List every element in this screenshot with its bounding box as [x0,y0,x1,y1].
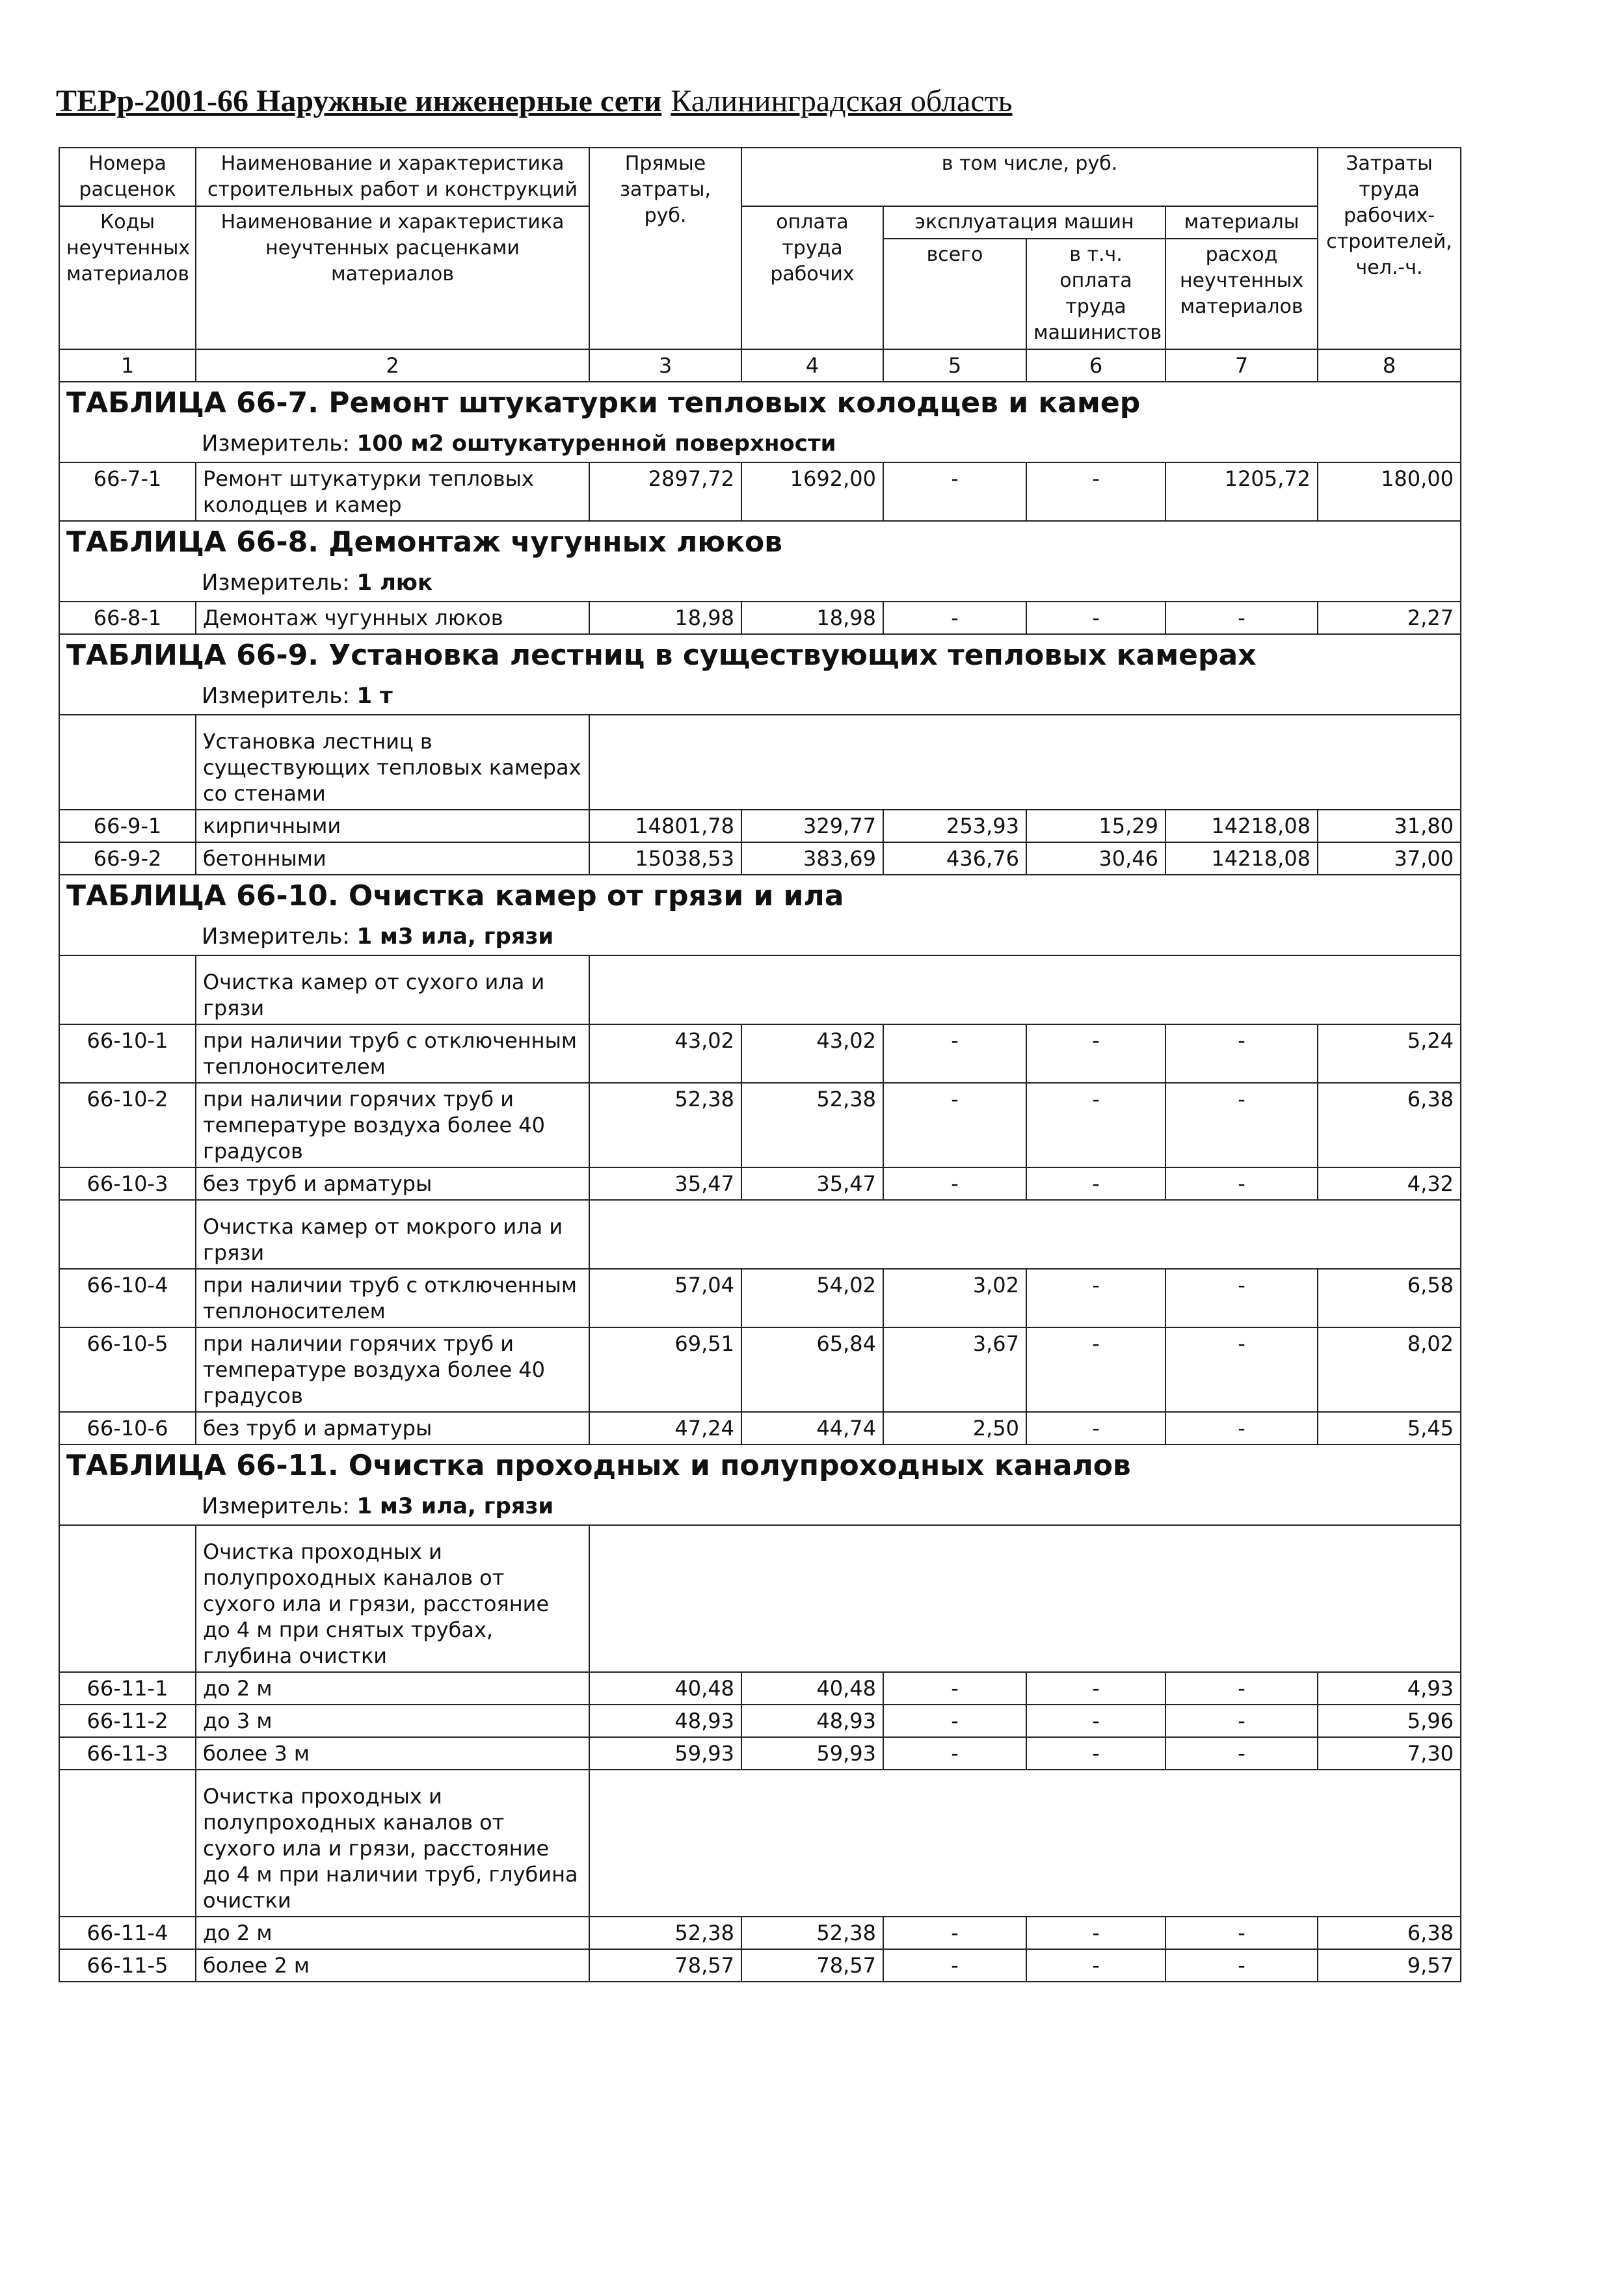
column-number: 4 [741,349,883,382]
direct-costs: 48,93 [589,1705,741,1737]
machines-total: 436,76 [883,842,1026,875]
worker-pay: 40,48 [741,1672,883,1705]
machines-total: - [883,462,1026,521]
group-description: Установка лестниц в существующих тепловых камерах со стенами [196,715,589,810]
operator-pay: 30,46 [1026,842,1165,875]
labor-hours: 5,24 [1318,1024,1461,1083]
measure-label: Измеритель: [202,570,350,596]
worker-pay: 52,38 [741,1917,883,1949]
worker-pay: 35,47 [741,1167,883,1200]
materials-cost: 14218,08 [1165,842,1318,875]
direct-costs: 78,57 [589,1949,741,1982]
rates-table [59,147,1461,1982]
operator-pay: - [1026,462,1165,521]
measure-value: 1 т [356,683,393,709]
section-measure [202,921,1454,952]
measure-label: Измеритель: [202,431,350,457]
worker-pay: 54,02 [741,1269,883,1327]
work-name: при наличии горячих труб и температуре воздуха более 40 градусов [196,1083,589,1167]
header-work-name: Наименование и характеристика строительных работ и конструкций [196,148,589,206]
rate-code: 66-10-5 [59,1327,196,1412]
work-name: при наличии труб с отключенным теплоносителем [196,1024,589,1083]
rate-code: 66-10-1 [59,1024,196,1083]
table-row [59,1672,1461,1705]
table-row [59,1269,1461,1327]
section-title: ТАБЛИЦА 66-7. Ремонт штукатурки тепловых колодцев и камер [66,386,1141,419]
measure-label: Измеритель: [202,1493,350,1519]
materials-cost: 14218,08 [1165,810,1318,842]
machines-total: - [883,1167,1026,1200]
group-description-row [59,1200,1461,1269]
header-machines-total: всего [883,239,1026,349]
blank-cell [589,955,1461,1024]
rate-code: 66-10-6 [59,1412,196,1444]
materials-cost: - [1165,1949,1318,1982]
measure-value: 1 м3 ила, грязи [356,1493,554,1519]
machines-total: 3,02 [883,1269,1026,1327]
labor-hours: 5,96 [1318,1705,1461,1737]
blank-cell [59,1200,196,1269]
region-name: Калининградская область [671,84,1013,118]
machines-total: 3,67 [883,1327,1026,1412]
rate-code: 66-7-1 [59,462,196,521]
page-title [56,83,1013,119]
section-measure [202,567,1454,598]
column-numbers-row [59,349,1461,382]
table-row [59,1705,1461,1737]
operator-pay: 15,29 [1026,810,1165,842]
materials-cost: - [1165,1083,1318,1167]
operator-pay: - [1026,1917,1165,1949]
work-name: без труб и арматуры [196,1167,589,1200]
section-header-row [59,875,1461,955]
group-description: Очистка камер от сухого ила и грязи [196,955,589,1024]
blank-cell [589,715,1461,810]
materials-cost: - [1165,1672,1318,1705]
operator-pay: - [1026,1949,1165,1982]
group-description: Очистка проходных и полупроходных каналов от сухого ила и грязи, расстояние до 4 м при наличии труб, глубина очистки [196,1770,589,1917]
machines-total: - [883,1917,1026,1949]
header-worker-pay: оплата труда рабочих [741,206,883,349]
column-number: 1 [59,349,196,382]
group-description-row [59,1770,1461,1917]
labor-hours: 9,57 [1318,1949,1461,1982]
section-header [59,875,1461,955]
work-name: при наличии труб с отключенным теплоносителем [196,1269,589,1327]
direct-costs: 40,48 [589,1672,741,1705]
table-row [59,842,1461,875]
machines-total: - [883,1672,1026,1705]
direct-costs: 18,98 [589,602,741,634]
worker-pay: 383,69 [741,842,883,875]
materials-cost: - [1165,1327,1318,1412]
group-description: Очистка камер от мокрого ила и грязи [196,1200,589,1269]
rate-code: 66-11-5 [59,1949,196,1982]
header-labor-hours: Затраты труда рабочих-строителей, чел.-ч. [1318,148,1461,349]
work-name: до 2 м [196,1917,589,1949]
table-row [59,1327,1461,1412]
section-header-row [59,634,1461,715]
blank-cell [59,1770,196,1917]
labor-hours: 6,58 [1318,1269,1461,1327]
group-description: Очистка проходных и полупроходных каналов от сухого ила и грязи, расстояние до 4 м при снятых трубах, глубина очистки [196,1525,589,1672]
table-row [59,1412,1461,1444]
direct-costs: 52,38 [589,1917,741,1949]
machines-total: - [883,1024,1026,1083]
header-including: в том числе, руб. [741,148,1318,206]
materials-cost: - [1165,602,1318,634]
section-title: ТАБЛИЦА 66-9. Установка лестниц в существующих тепловых камерах [66,639,1257,672]
labor-hours: 4,93 [1318,1672,1461,1705]
labor-hours: 180,00 [1318,462,1461,521]
blank-cell [589,1770,1461,1917]
labor-hours: 7,30 [1318,1737,1461,1770]
column-number: 5 [883,349,1026,382]
section-measure [202,1491,1454,1522]
measure-label: Измеритель: [202,683,350,709]
rate-code: 66-8-1 [59,602,196,634]
labor-hours: 6,38 [1318,1917,1461,1949]
rate-code: 66-10-2 [59,1083,196,1167]
labor-hours: 37,00 [1318,842,1461,875]
materials-cost: - [1165,1412,1318,1444]
section-title: ТАБЛИЦА 66-11. Очистка проходных и полупроходных каналов [66,1449,1131,1482]
worker-pay: 48,93 [741,1705,883,1737]
operator-pay: - [1026,602,1165,634]
rate-code: 66-10-4 [59,1269,196,1327]
table-row [59,1024,1461,1083]
labor-hours: 2,27 [1318,602,1461,634]
rate-code: 66-9-2 [59,842,196,875]
materials-cost: 1205,72 [1165,462,1318,521]
header-material-codes: Коды неучтенных материалов [59,206,196,349]
work-name: при наличии горячих труб и температуре воздуха более 40 градусов [196,1327,589,1412]
machines-total: - [883,1949,1026,1982]
section-header-row [59,521,1461,602]
rate-code: 66-9-1 [59,810,196,842]
blank-cell [59,1525,196,1672]
materials-cost: - [1165,1737,1318,1770]
column-number: 8 [1318,349,1461,382]
operator-pay: - [1026,1269,1165,1327]
rate-code: 66-11-4 [59,1917,196,1949]
work-name: более 2 м [196,1949,589,1982]
direct-costs: 57,04 [589,1269,741,1327]
rate-code: 66-10-3 [59,1167,196,1200]
operator-pay: - [1026,1167,1165,1200]
worker-pay: 329,77 [741,810,883,842]
operator-pay: - [1026,1412,1165,1444]
operator-pay: - [1026,1024,1165,1083]
machines-total: - [883,1737,1026,1770]
direct-costs: 47,24 [589,1412,741,1444]
header-unaccounted-materials: расход неучтенных материалов [1165,239,1318,349]
header-direct-costs: Прямые затраты, руб. [589,148,741,349]
column-number: 6 [1026,349,1165,382]
direct-costs: 2897,72 [589,462,741,521]
materials-cost: - [1165,1167,1318,1200]
operator-pay: - [1026,1737,1165,1770]
worker-pay: 59,93 [741,1737,883,1770]
section-measure [202,428,1454,459]
machines-total: 2,50 [883,1412,1026,1444]
work-name: до 3 м [196,1705,589,1737]
blank-cell [589,1200,1461,1269]
machines-total: - [883,1083,1026,1167]
worker-pay: 78,57 [741,1949,883,1982]
rate-code: 66-11-2 [59,1705,196,1737]
group-description-row [59,715,1461,810]
blank-cell [59,955,196,1024]
operator-pay: - [1026,1083,1165,1167]
worker-pay: 52,38 [741,1083,883,1167]
labor-hours: 6,38 [1318,1083,1461,1167]
table-row [59,1949,1461,1982]
labor-hours: 4,32 [1318,1167,1461,1200]
worker-pay: 18,98 [741,602,883,634]
table-row [59,462,1461,521]
direct-costs: 69,51 [589,1327,741,1412]
worker-pay: 44,74 [741,1412,883,1444]
table-row [59,1917,1461,1949]
direct-costs: 43,02 [589,1024,741,1083]
section-header-row [59,382,1461,462]
section-header [59,382,1461,462]
work-name: без труб и арматуры [196,1412,589,1444]
labor-hours: 31,80 [1318,810,1461,842]
header-materials: материалы [1165,206,1318,239]
table-row [59,810,1461,842]
work-name: более 3 м [196,1737,589,1770]
blank-cell [59,715,196,810]
rate-code: 66-11-3 [59,1737,196,1770]
operator-pay: - [1026,1705,1165,1737]
materials-cost: - [1165,1917,1318,1949]
group-description-row [59,1525,1461,1672]
section-header [59,634,1461,715]
work-name: Демонтаж чугунных люков [196,602,589,634]
table-row [59,1083,1461,1167]
section-title: ТАБЛИЦА 66-10. Очистка камер от грязи и ила [66,879,844,912]
table-row [59,602,1461,634]
header-row-2 [59,206,1461,239]
column-number: 2 [196,349,589,382]
direct-costs: 15038,53 [589,842,741,875]
column-number: 7 [1165,349,1318,382]
work-name: бетонными [196,842,589,875]
materials-cost: - [1165,1705,1318,1737]
work-name: кирпичными [196,810,589,842]
section-header [59,1444,1461,1525]
header-machines: эксплуатация машин [883,206,1165,239]
section-header [59,521,1461,602]
blank-cell [589,1525,1461,1672]
header-material-name: Наименование и характеристика неучтенных расценками материалов [196,206,589,349]
rate-code: 66-11-1 [59,1672,196,1705]
work-name: Ремонт штукатурки тепловых колодцев и камер [196,462,589,521]
header-operator-pay: в т.ч. оплата труда машинистов [1026,239,1165,349]
table-row [59,1737,1461,1770]
worker-pay: 65,84 [741,1327,883,1412]
materials-cost: - [1165,1024,1318,1083]
measure-label: Измеритель: [202,924,350,950]
measure-value: 100 м2 оштукатуренной поверхности [356,431,836,457]
measure-value: 1 м3 ила, грязи [356,924,554,950]
group-description-row [59,955,1461,1024]
section-title: ТАБЛИЦА 66-8. Демонтаж чугунных люков [66,525,783,559]
direct-costs: 52,38 [589,1083,741,1167]
labor-hours: 5,45 [1318,1412,1461,1444]
column-number: 3 [589,349,741,382]
section-measure [202,680,1454,712]
machines-total: - [883,1705,1026,1737]
section-header-row [59,1444,1461,1525]
machines-total: - [883,602,1026,634]
table-row [59,1167,1461,1200]
measure-value: 1 люк [356,570,433,596]
materials-cost: - [1165,1269,1318,1327]
worker-pay: 43,02 [741,1024,883,1083]
labor-hours: 8,02 [1318,1327,1461,1412]
header-rate-numbers: Номера расценок [59,148,196,206]
document-title: ТЕРр-2001-66 Наружные инженерные сети [56,84,662,118]
work-name: до 2 м [196,1672,589,1705]
operator-pay: - [1026,1672,1165,1705]
worker-pay: 1692,00 [741,462,883,521]
direct-costs: 59,93 [589,1737,741,1770]
direct-costs: 14801,78 [589,810,741,842]
machines-total: 253,93 [883,810,1026,842]
header-row-1 [59,148,1461,206]
direct-costs: 35,47 [589,1167,741,1200]
operator-pay: - [1026,1327,1165,1412]
